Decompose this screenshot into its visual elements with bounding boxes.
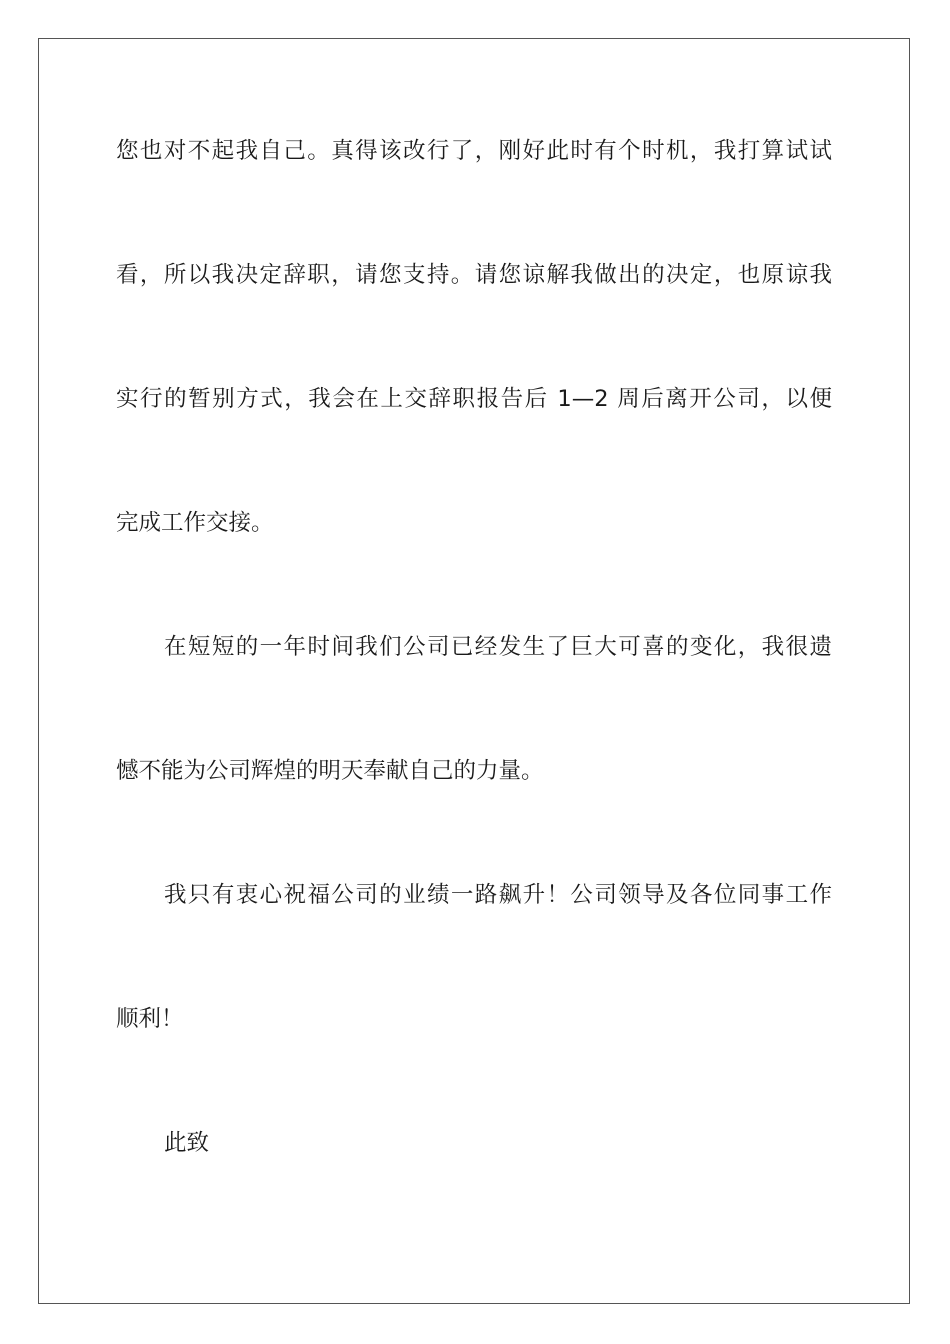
paragraph-line-2: 看，所以我决定辞职，请您支持。请您谅解我做出的决定，也原谅我 (116, 262, 832, 288)
paragraph-line-8: 顺利！ (116, 1006, 184, 1032)
paragraph-line-6: 憾不能为公司辉煌的明天奉献自己的力量。 (116, 758, 544, 784)
closing-salutation: 此致 (164, 1130, 210, 1156)
document-page (38, 38, 910, 1304)
paragraph-line-1: 您也对不起我自己。真得该改行了，刚好此时有个时机，我打算试试 (116, 138, 832, 164)
paragraph-line-5: 在短短的一年时间我们公司已经发生了巨大可喜的变化，我很遗 (164, 634, 832, 660)
paragraph-line-3: 实行的暂别方式，我会在上交辞职报告后 1—2 周后离开公司，以便 (116, 386, 832, 412)
paragraph-line-4: 完成工作交接。 (116, 510, 274, 536)
paragraph-line-7: 我只有衷心祝福公司的业绩一路飙升！公司领导及各位同事工作 (164, 882, 832, 908)
